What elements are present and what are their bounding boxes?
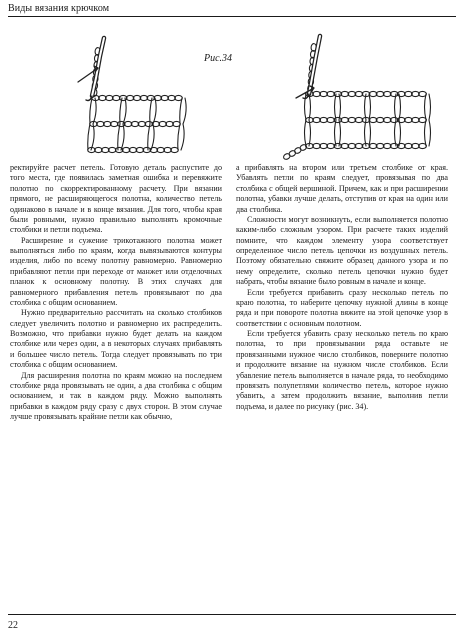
paragraph: ректируйте расчет петель. Готовую деталь распустите до того места, где появилась заметная ошибка и перевяжите полотно по скорректированному расчету. При вязании прямого, не расширяющегося полотна, количество петель одинаково в начале и в конце вязания. Для того, чтобы края были ровными, нужно правильно выполнять кромочные столбики и петли подъема. [10, 163, 222, 235]
crochet-illustration-right [276, 36, 456, 162]
page-number: 22 [8, 620, 18, 631]
running-head: Виды вязания крючком [8, 3, 110, 14]
crochet-illustration-left [64, 38, 194, 160]
figure-label: Рис.34 [204, 53, 233, 64]
footer-rule [8, 614, 456, 615]
paragraph: Если требуется убавить сразу несколько петель по краю полотна, то при провязывании ряда оставьте не провязанными нужное число столбиков, поверните полотно и продолжите вязание на нужном числе столбиков. Если убавление петель выполняется в начале ряда, то необходимо провязать полупетлями количество петель, которое нужно убавить, а затем продолжить вязание, выполнив петли подъема, и далее по рисунку (рис. 34). [236, 329, 448, 411]
crochet-hook-icon [86, 38, 104, 101]
right-text-column [236, 163, 448, 605]
paragraph: Сложности могут возникнуть, если выполняется полотно каким-либо сложным узором. При расчете таких изделий помните, что каждом элементу узора соответствует определенное число петель цепочки из воздушных петель. Поэтому обязательно свяжите образец данного узора и по нему определите, сколько петель цепочки нужно будет набрать, чтобы вязание было ровным в начале и конце. [236, 214, 448, 287]
paragraph: а прибавлять на втором или третьем столбике от края. Убавлять петли по краям следует, провязывая по два столбика с общей вершиной. Причем, как и при расширении полотна, убавки лучше делать, отступив от края на один или два столбика. [236, 163, 448, 214]
header-rule [8, 16, 456, 17]
left-text-column [10, 163, 222, 605]
paragraph: Если требуется прибавить сразу несколько петель по краю полотна, то наберите цепочку нужной длины в конце ряда и при повороте полотна вяжите на этой цепочке узор в соответствии с основным полотном. [236, 287, 448, 328]
paragraph: Расширение и сужение трикотажного полотна может выполняться либо по краям, когда вывязываются контуры изделия, либо по всему полотну равномерно. Равномерно прибавляют петли при переходе от манжет или отделочных планок к основному полотну. В этих случаях для равномерного прибавления петель провязывают по два столбика с общим основанием. [10, 235, 222, 307]
paragraph: Нужно предварительно рассчитать на сколько столбиков следует увеличить полотно и равномерно их распределить. Возможно, что прибавки нужно будет делать на каждом столбике или через один, а в некоторых случаях прибавлять и большее число петель. Тогда следует провязывать по три столбика с общим основанием. [10, 308, 222, 370]
paragraph: Для расширения полотна по краям можно на последнем столбике ряда провязывать не один, а два столбика с общим основанием, и так в каждом ряду. Можно выполнять прибавки в каждом ряду сразу с двух сторон. В этом случае лучше провязывать крайние петли как обычно, [10, 370, 222, 421]
